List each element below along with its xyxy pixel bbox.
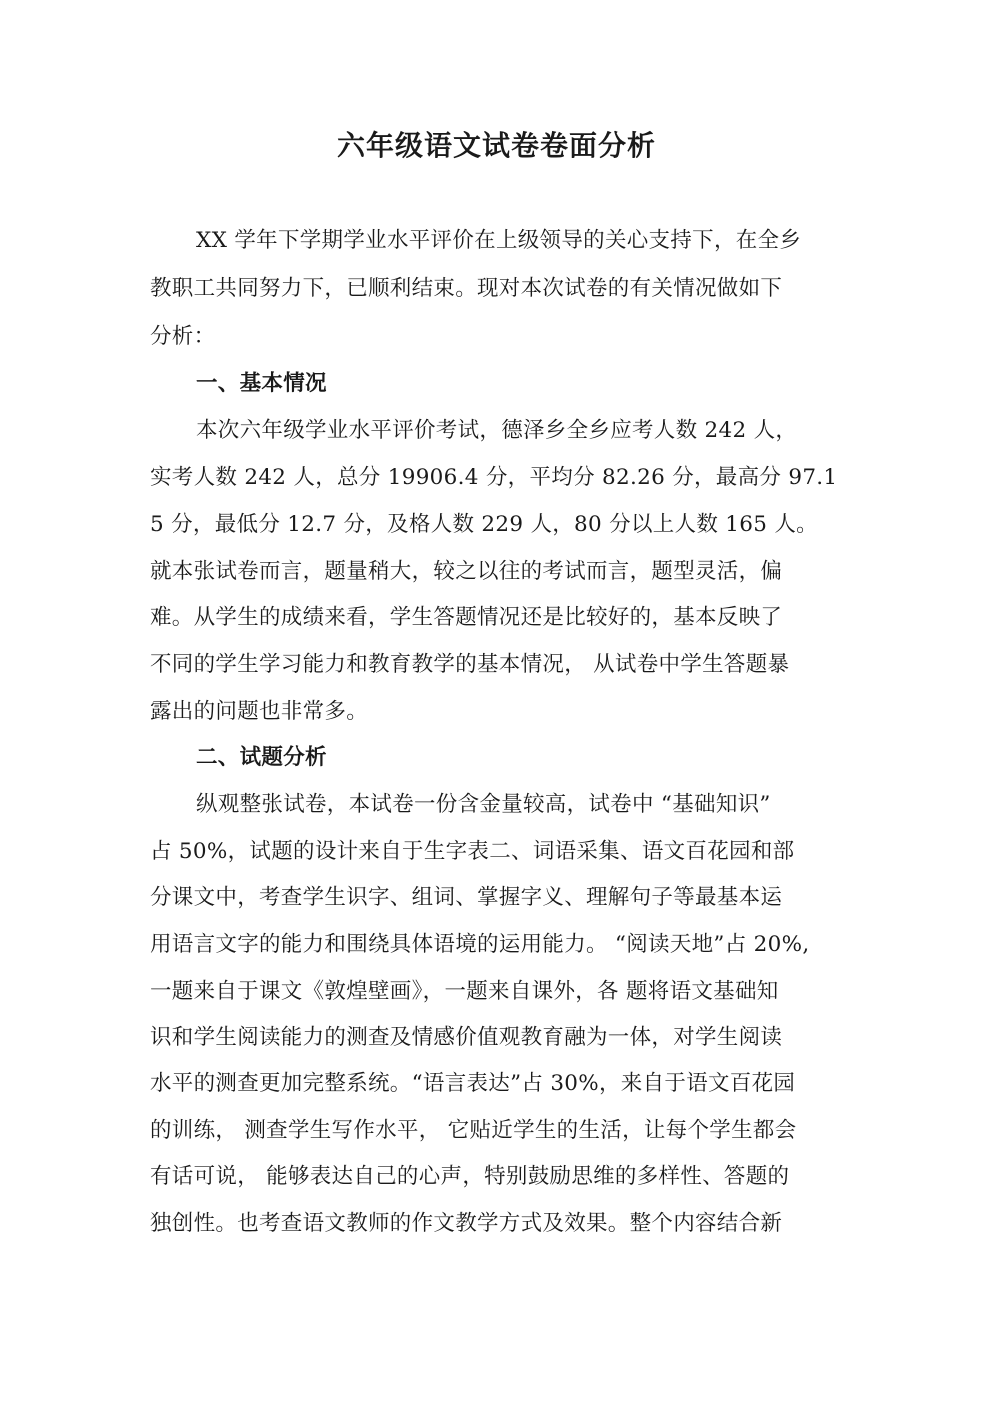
paragraph-line: 有话可说， 能够表达自己的心声，特别鼓励思维的多样性、答题的 xyxy=(150,1164,790,1189)
paragraph-line: 独创性。也考查语文教师的作文教学方式及效果。整个内容结合新 xyxy=(150,1211,783,1236)
page-title: 六年级语文试卷卷面分析 xyxy=(336,129,656,162)
section-heading-basic: 一、基本情况 xyxy=(196,371,327,396)
paragraph-line: 分析： xyxy=(150,324,216,349)
section-heading-analysis: 二、试题分析 xyxy=(196,745,327,770)
paragraph-line: 纵观整张试卷，本试卷一份含金量较高，试卷中 “基础知识” xyxy=(196,792,771,817)
paragraph-line: 实考人数 242 人，总分 19906.4 分，平均分 82.26 分，最高分 97.1 xyxy=(150,465,838,490)
paragraph-line: 一题来自于课文《敦煌壁画》，一题来自课外，各 题将语文基础知 xyxy=(150,979,779,1004)
paragraph-line: XX 学年下学期学业水平评价在上级领导的关心支持下，在全乡 xyxy=(196,228,802,253)
paragraph-line: 识和学生阅读能力的测查及情感价值观教育融为一体，对学生阅读 xyxy=(150,1025,783,1050)
paragraph-line: 露出的问题也非常多。 xyxy=(150,699,369,724)
paragraph-line: 用语言文字的能力和围绕具体语境的运用能力。 “阅读天地”占 20%, xyxy=(150,932,810,957)
paragraph-line: 水平的测查更加完整系统。“语言表达”占 30%，来自于语文百花园 xyxy=(150,1071,796,1096)
paragraph-line: 不同的学生学习能力和教育教学的基本情况， 从试卷中学生答题暴 xyxy=(150,652,790,677)
paragraph-line: 5 分，最低分 12.7 分，及格人数 229 人，80 分以上人数 165 人。 xyxy=(150,512,818,537)
paragraph-line: 难。从学生的成绩来看，学生答题情况还是比较好的，基本反映了 xyxy=(150,605,783,630)
paragraph-line: 的训练， 测查学生写作水平， 它贴近学生的生活，让每个学生都会 xyxy=(150,1118,797,1143)
paragraph-line: 就本张试卷而言，题量稍大，较之以往的考试而言，题型灵活，偏 xyxy=(150,559,783,584)
paragraph-line: 教职工共同努力下，已顺利结束。现对本次试卷的有关情况做如下 xyxy=(150,276,783,301)
paragraph-line: 占 50%，试题的设计来自于生字表二、词语采集、语文百花园和部 xyxy=(150,839,795,864)
paragraph-line: 本次六年级学业水平评价考试，德泽乡全乡应考人数 242 人， xyxy=(196,418,798,443)
paragraph-line: 分课文中，考查学生识字、组词、掌握字义、理解句子等最基本运 xyxy=(150,885,783,910)
